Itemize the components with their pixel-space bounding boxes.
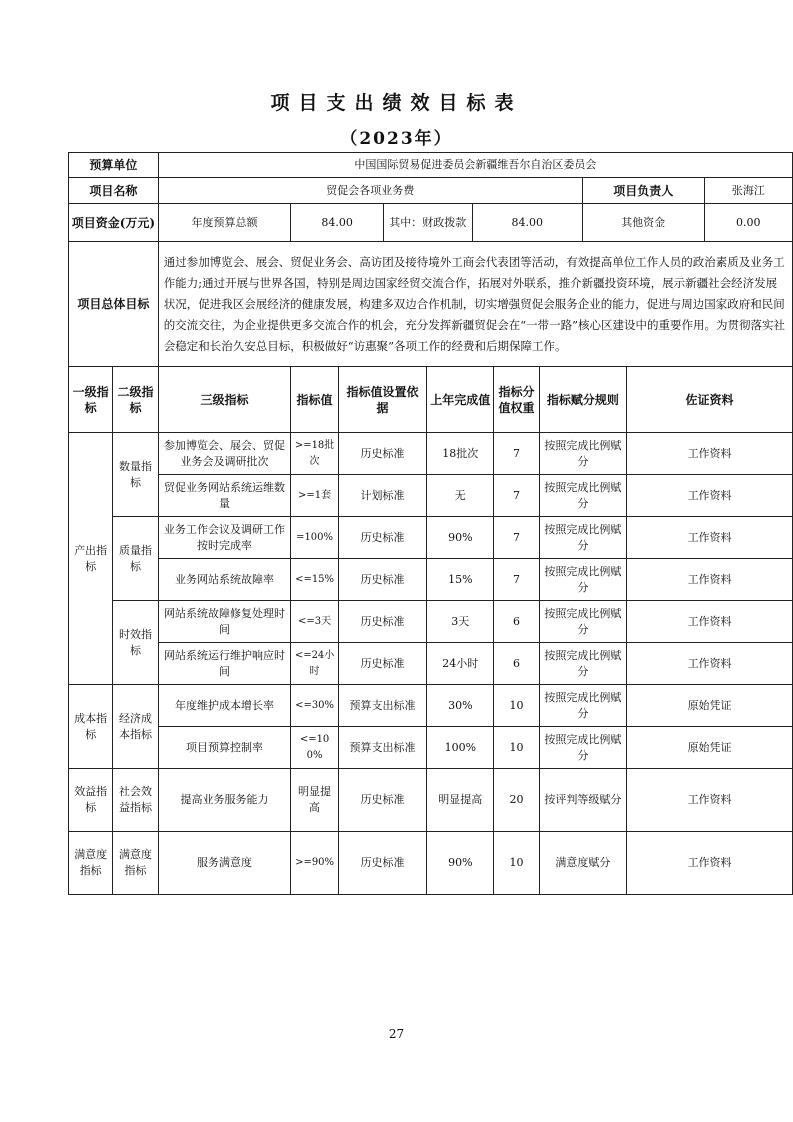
evidence-cell: 原始凭证: [627, 727, 793, 769]
header-weight: 指标分值权重: [494, 367, 539, 433]
year-subtitle: （2023年）: [340, 129, 453, 149]
weight-cell: 6: [494, 601, 539, 643]
level2-economic-cost: 经济成本指标: [113, 685, 158, 769]
weight-cell: 7: [494, 475, 539, 517]
level3-cell: 提高业务服务能力: [158, 769, 291, 832]
evidence-cell: 工作资料: [627, 832, 793, 895]
indicator-value: >=18批次: [291, 433, 338, 475]
other-funds-label: 其他资金: [582, 204, 704, 242]
level1-satisfaction: 满意度指标: [69, 832, 113, 895]
indicator-value: <=24小时: [291, 643, 338, 685]
annual-budget-total-value: 84.00: [291, 204, 384, 242]
indicator-value: =100%: [291, 517, 338, 559]
level1-benefit: 效益指标: [69, 769, 113, 832]
indicator-value: <=3天: [291, 601, 338, 643]
level3-cell: 业务工作会议及调研工作按时完成率: [158, 517, 291, 559]
weight-cell: 7: [494, 517, 539, 559]
header-indicator-value: 指标值: [291, 367, 338, 433]
budget-unit-value: 中国国际贸易促进委员会新疆维吾尔自治区委员会: [158, 153, 792, 178]
header-evidence: 佐证资料: [627, 367, 793, 433]
table-row: [69, 769, 793, 832]
table-row: [69, 685, 793, 727]
prev-year-cell: 无: [427, 475, 494, 517]
weight-cell: 7: [494, 559, 539, 601]
fiscal-allocation-label: 其中：财政拨款: [383, 204, 472, 242]
weight-cell: 20: [494, 769, 539, 832]
level3-cell: 项目预算控制率: [158, 727, 291, 769]
header-level3: 三级指标: [158, 367, 291, 433]
evidence-cell: 工作资料: [627, 475, 793, 517]
performance-target-table: [68, 152, 793, 895]
rule-cell: 满意度赋分: [539, 832, 626, 895]
basis-cell: 计划标准: [338, 475, 427, 517]
budget-unit-label: 预算单位: [69, 153, 159, 178]
level2-timeliness: 时效指标: [113, 601, 158, 685]
indicator-value: <=30%: [291, 685, 338, 727]
level2-quantity: 数量指标: [113, 433, 158, 517]
level2-quality: 质量指标: [113, 517, 158, 601]
indicator-value: >=1套: [291, 475, 338, 517]
rule-cell: 按照完成比例赋分: [539, 559, 626, 601]
table-row: [69, 475, 793, 517]
evidence-cell: 工作资料: [627, 433, 793, 475]
rule-cell: 按照完成比例赋分: [539, 433, 626, 475]
indicator-value: <=100%: [291, 727, 338, 769]
basis-cell: 预算支出标准: [338, 727, 427, 769]
overall-goal-label: 项目总体目标: [69, 242, 159, 367]
annual-budget-total-label: 年度预算总额: [158, 204, 291, 242]
table-row: [69, 643, 793, 685]
level3-cell: 参加博览会、展会、贸促业务会及调研批次: [158, 433, 291, 475]
level3-cell: 服务满意度: [158, 832, 291, 895]
header-prev-year: 上年完成值: [427, 367, 494, 433]
basis-cell: 历史标准: [338, 601, 427, 643]
weight-cell: 6: [494, 643, 539, 685]
prev-year-cell: 30%: [427, 685, 494, 727]
level2-social-benefit: 社会效益指标: [113, 769, 158, 832]
basis-cell: 历史标准: [338, 832, 427, 895]
weight-cell: 10: [494, 727, 539, 769]
indicator-value: >=90%: [291, 832, 338, 895]
basis-cell: 历史标准: [338, 643, 427, 685]
level3-cell: 年度维护成本增长率: [158, 685, 291, 727]
header-basis: 指标值设置依据: [338, 367, 427, 433]
prev-year-cell: 15%: [427, 559, 494, 601]
header-scoring-rule: 指标赋分规则: [539, 367, 626, 433]
basis-cell: 历史标准: [338, 433, 427, 475]
prev-year-cell: 90%: [427, 832, 494, 895]
evidence-cell: 工作资料: [627, 559, 793, 601]
evidence-cell: 工作资料: [627, 643, 793, 685]
rule-cell: 按评判等级赋分: [539, 769, 626, 832]
rule-cell: 按照完成比例赋分: [539, 727, 626, 769]
project-owner-label: 项目负责人: [582, 178, 704, 204]
level2-satisfaction: 满意度指标: [113, 832, 158, 895]
rule-cell: 按照完成比例赋分: [539, 601, 626, 643]
project-fund-label: 项目资金(万元): [69, 204, 159, 242]
project-name-value: 贸促会各项业务费: [158, 178, 582, 204]
weight-cell: 10: [494, 832, 539, 895]
evidence-cell: 工作资料: [627, 601, 793, 643]
rule-cell: 按照完成比例赋分: [539, 685, 626, 727]
level3-cell: 网站系统运行维护响应时间: [158, 643, 291, 685]
project-name-label: 项目名称: [69, 178, 159, 204]
prev-year-cell: 100%: [427, 727, 494, 769]
fiscal-allocation-value: 84.00: [472, 204, 582, 242]
basis-cell: 历史标准: [338, 517, 427, 559]
rule-cell: 按照完成比例赋分: [539, 643, 626, 685]
rule-cell: 按照完成比例赋分: [539, 517, 626, 559]
evidence-cell: 工作资料: [627, 517, 793, 559]
table-row: [69, 727, 793, 769]
basis-cell: 历史标准: [338, 769, 427, 832]
level1-output: 产出指标: [69, 433, 113, 685]
page-number: 27: [388, 1027, 405, 1041]
table-row: [69, 517, 793, 559]
weight-cell: 10: [494, 685, 539, 727]
level3-cell: 网站系统故障修复处理时间: [158, 601, 291, 643]
project-owner-value: 张海江: [704, 178, 792, 204]
basis-cell: 预算支出标准: [338, 685, 427, 727]
other-funds-value: 0.00: [704, 204, 792, 242]
prev-year-cell: 24小时: [427, 643, 494, 685]
header-level2: 二级指标: [113, 367, 158, 433]
weight-cell: 7: [494, 433, 539, 475]
prev-year-cell: 18批次: [427, 433, 494, 475]
evidence-cell: 原始凭证: [627, 685, 793, 727]
rule-cell: 按照完成比例赋分: [539, 475, 626, 517]
prev-year-cell: 90%: [427, 517, 494, 559]
table-row: [69, 559, 793, 601]
table-row: [69, 601, 793, 643]
evidence-cell: 工作资料: [627, 769, 793, 832]
level3-cell: 业务网站系统故障率: [158, 559, 291, 601]
prev-year-cell: 3天: [427, 601, 494, 643]
level3-cell: 贸促业务网站系统运维数量: [158, 475, 291, 517]
header-level1: 一级指标: [69, 367, 113, 433]
level1-cost: 成本指标: [69, 685, 113, 769]
basis-cell: 历史标准: [338, 559, 427, 601]
overall-goal-text: 通过参加博览会、展会、贸促业务会、高访团及接待境外工商会代表团等活动，有效提高单位工作人员的政治素质及业务工作能力;通过开展与世界各国，特别是周边国家经贸交流合作，拓展对外联系，推介新疆投资环境，展示新疆社会经济发展状况，促进我区会展经济的健康发展，构建多双边合作机制，切实增强贸促会服务企业的能力，促进与周边国家政府和民间的交流交往，为企业提供更多交流合作的机会，充分发挥新疆贸促会在“一带一路”核心区建设中的重要作用。为贯彻落实社会稳定和长治久安总目标，积极做好“访惠聚”各项工作的经费和后期保障工作。: [158, 242, 792, 367]
table-row: [69, 832, 793, 895]
indicator-value: 明显提高: [291, 769, 338, 832]
page-title: 项目支出绩效目标表: [270, 92, 523, 114]
table-row: [69, 433, 793, 475]
indicator-value: <=15%: [291, 559, 338, 601]
prev-year-cell: 明显提高: [427, 769, 494, 832]
